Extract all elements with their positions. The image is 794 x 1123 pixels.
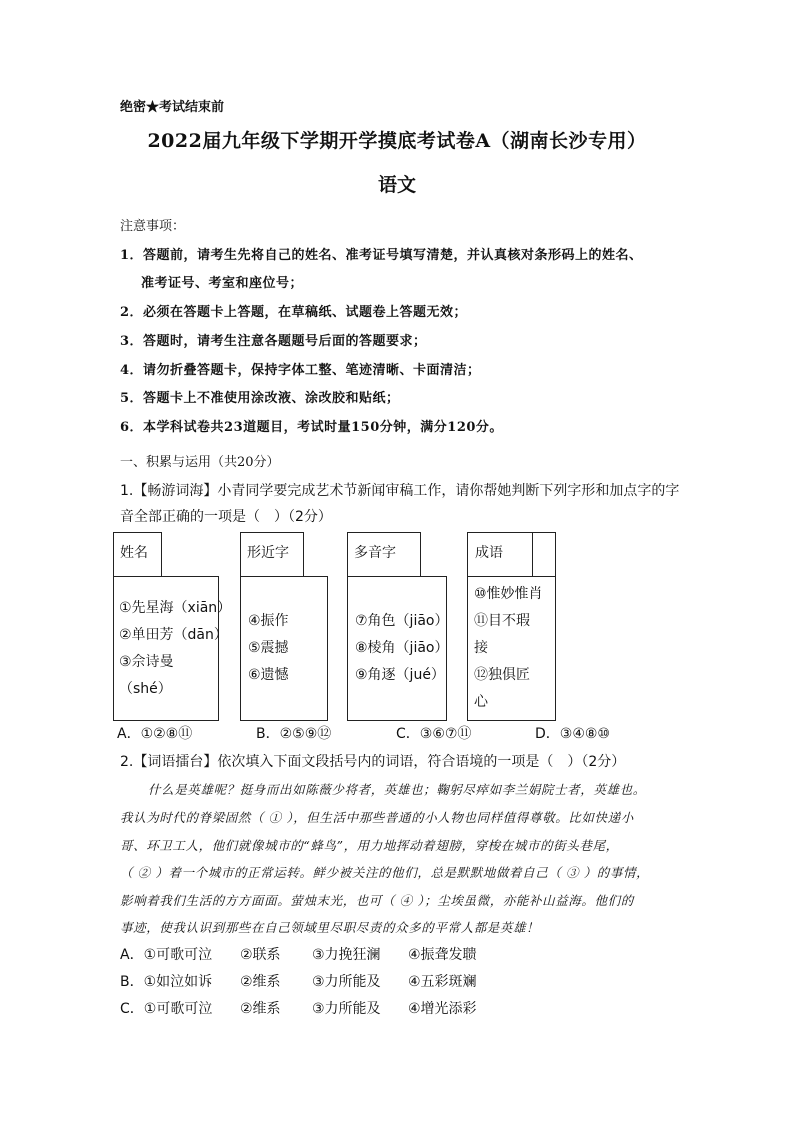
question-1-stem: 1.【畅游词海】小青同学要完成艺术节新闻审稿工作，请你帮她判断下列字形和加点字的字 bbox=[120, 483, 680, 499]
notice-heading: 注意事项： bbox=[120, 219, 186, 234]
notice-item: 5．答题卡上不准使用涂改液、涂改胶和贴纸； bbox=[120, 391, 400, 406]
box-tab-label: 姓名 bbox=[120, 545, 148, 561]
question-1-stem: 音全部正确的一项是（ ）（2分） bbox=[120, 509, 332, 525]
option-b[interactable]: B．②⑤⑨⑫ bbox=[256, 726, 332, 742]
option-c[interactable]: C．③⑥⑦⑪ bbox=[396, 726, 472, 742]
passage-line: 什么是英雄呢？挺身而出如陈薇少将者，英雄也；鞠躬尽瘁如李兰娟院士者，英雄也。 bbox=[148, 782, 646, 797]
box-line: ⑫独俱匠 bbox=[474, 667, 530, 683]
box-tab-label: 多音字 bbox=[354, 545, 396, 561]
notice-item: 2．必须在答题卡上答题，在草稿纸、试题卷上答题无效； bbox=[120, 305, 468, 320]
option-a[interactable]: A．①②⑧⑪ bbox=[117, 726, 193, 742]
notice-item: 准考证号、考室和座位号； bbox=[141, 276, 304, 291]
passage-line: （ ② ）着一个城市的正常运转。鲜少被关注的他们，总是默默地做着自己（ ③ ）的事情， bbox=[120, 865, 650, 880]
notice-item: 3．答题时，请考生注意各题题号后面的答题要求； bbox=[120, 334, 427, 349]
option-d[interactable]: D．③④⑧⑩ bbox=[535, 726, 610, 742]
option-row-a[interactable]: A．①可歌可泣 ②联系 ③力挽狂澜 ④振聋发聩 bbox=[120, 947, 477, 963]
box-line: （shé） bbox=[119, 681, 172, 697]
box-tab-label: 成语 bbox=[475, 545, 503, 561]
box-line: ⑤震撼 bbox=[248, 640, 289, 656]
question-2-stem: 2.【词语擂台】依次填入下面文段括号内的词语，符合语境的一项是（ ）（2分） bbox=[120, 754, 626, 770]
subject-title: 语文 bbox=[377, 174, 416, 196]
passage-line: 哥、环卫工人，他们就像城市的“蜂鸟”，用力地挥动着翅膀，穿梭在城市的街头巷尾， bbox=[120, 838, 619, 853]
box-tab-label: 形近字 bbox=[247, 545, 289, 561]
passage-line: 影响着我们生活的方方面面。萤烛末光，也可（ ④ ）；尘埃虽微，亦能补山益海。他们的 bbox=[120, 893, 634, 908]
passage-line: 我认为时代的脊梁固然（ ① ），但生活中那些普通的小人物也同样值得尊敬。比如快递小 bbox=[120, 810, 634, 825]
box-line: 接 bbox=[474, 640, 488, 656]
box-line: ⑧棱角（jiāo） bbox=[355, 640, 449, 656]
section-heading: 一、积累与运用（共20分） bbox=[120, 455, 280, 470]
option-row-c[interactable]: C．①可歌可泣 ②维系 ③力所能及 ④增光添彩 bbox=[120, 1001, 477, 1017]
box-line: ⑨角逐（jué） bbox=[355, 667, 445, 683]
box-line: ⑪目不瑕 bbox=[474, 613, 530, 629]
box-line: ⑩惟妙惟肖 bbox=[474, 586, 543, 602]
notice-item: 4．请勿折叠答题卡，保持字体工整、笔迹清晰、卡面清洁； bbox=[120, 363, 481, 378]
notice-item: 6．本学科试卷共23道题目，考试时量150分钟，满分120分。 bbox=[120, 420, 503, 435]
box-line: ②单田芳（dān） bbox=[119, 627, 228, 643]
box-line: ③佘诗曼 bbox=[119, 654, 174, 670]
box-line: 心 bbox=[474, 694, 488, 710]
notice-item: 1．答题前，请考生先将自己的姓名、准考证号填写清楚，并认真核对条形码上的姓名、 bbox=[120, 248, 643, 263]
box-line: ⑥遗憾 bbox=[248, 667, 289, 683]
secret-label: 绝密★考试结束前 bbox=[120, 100, 225, 115]
box-line: ⑦角色（jiāo） bbox=[355, 613, 449, 629]
exam-title: 2022届九年级下学期开学摸底考试卷A（湖南长沙专用） bbox=[147, 130, 647, 152]
passage-line: 事迹，使我认识到那些在自己领域里尽职尽责的众多的平常人都是英雄！ bbox=[120, 920, 540, 935]
box-line: ④振作 bbox=[248, 613, 289, 629]
box-line: ①先星海（xiān） bbox=[119, 600, 232, 616]
option-row-b[interactable]: B．①如泣如诉 ②维系 ③力所能及 ④五彩斑斓 bbox=[120, 974, 477, 990]
